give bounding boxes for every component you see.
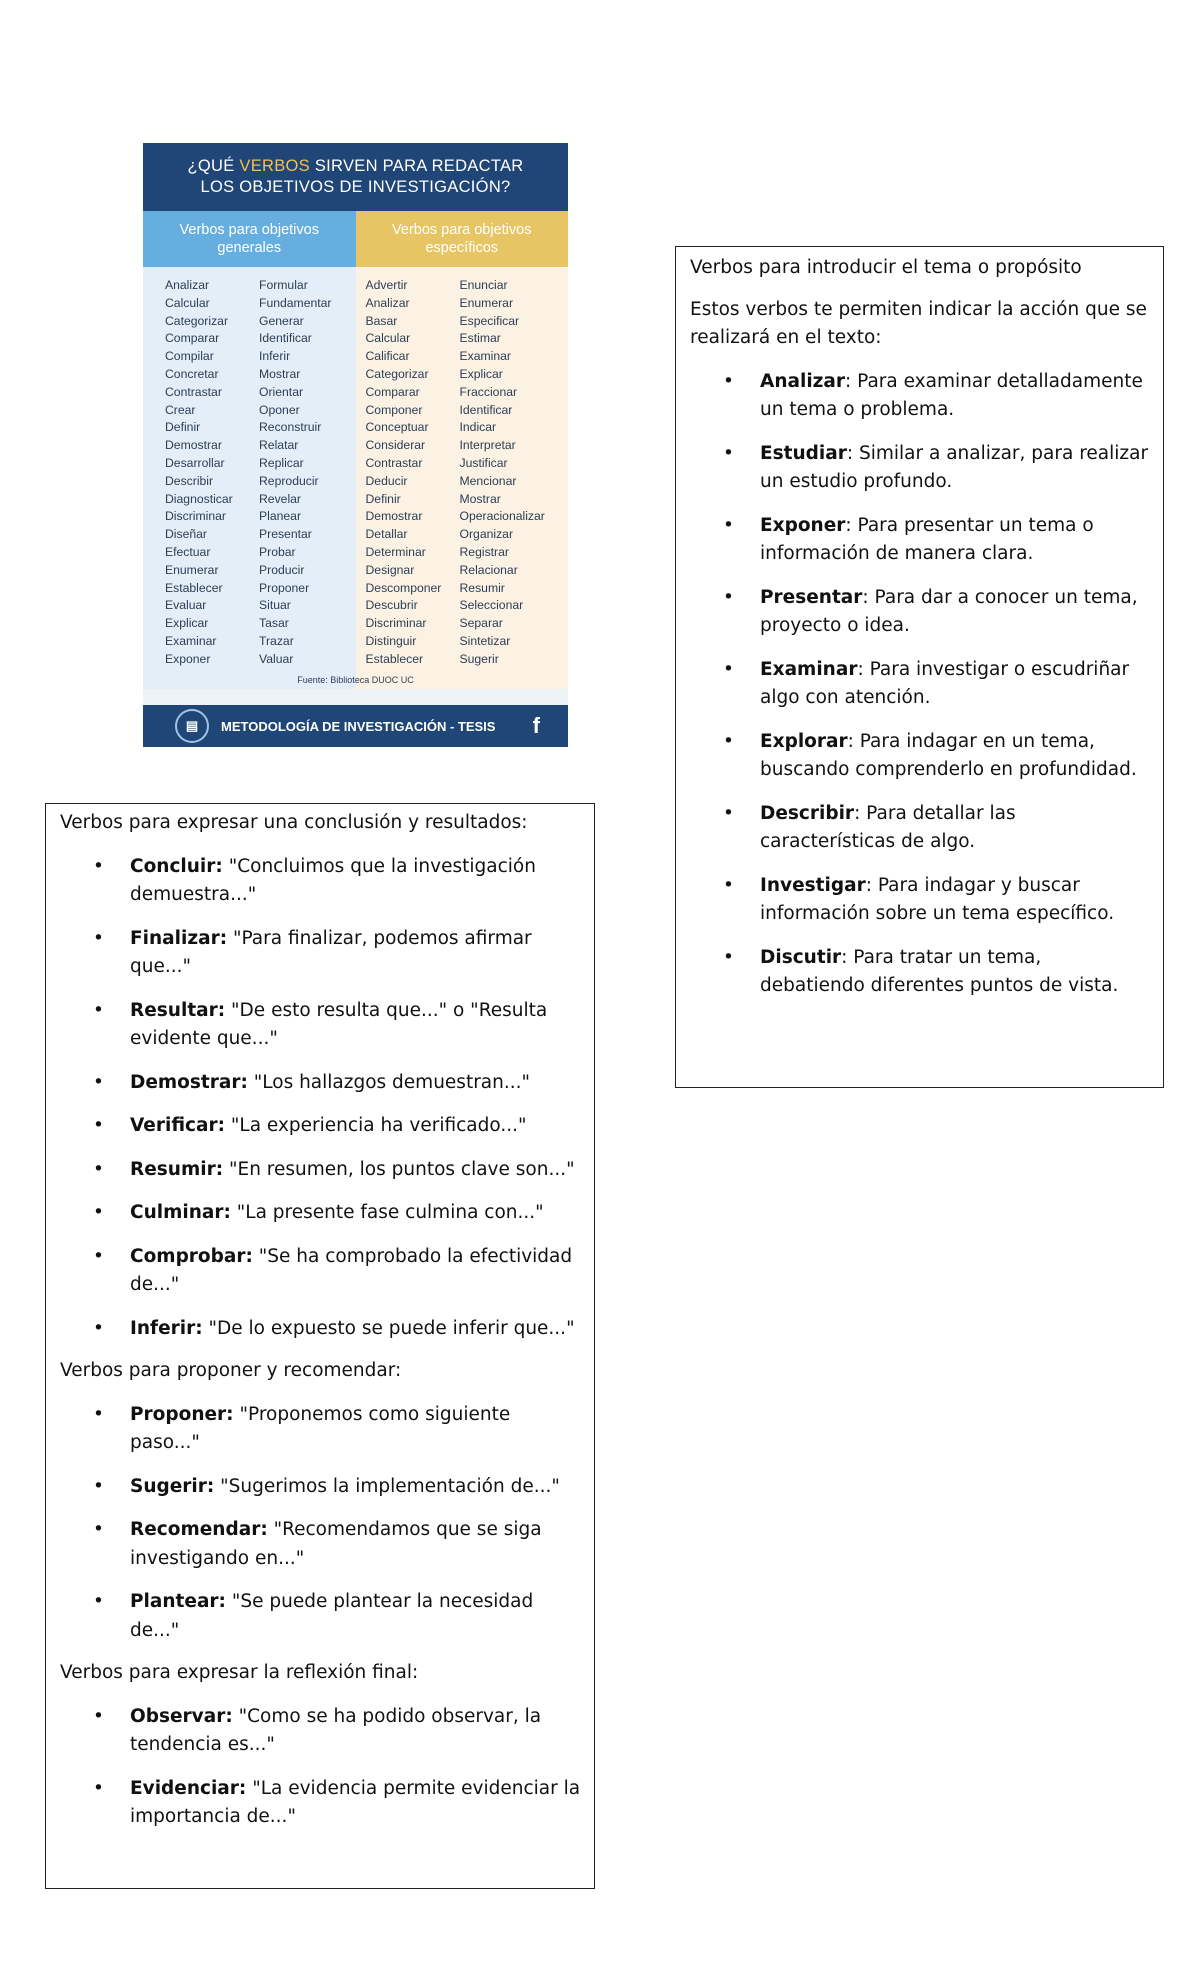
verb-item: Replicar (259, 455, 304, 470)
infographic-footer (143, 705, 568, 747)
verb-term: Discutir (760, 946, 842, 968)
verb-item: Deducir (365, 473, 408, 488)
infographic-title: ¿QUÉ VERBOS SIRVEN PARA REDACTAR LOS OBJETIVOS DE INVESTIGACIÓN? (143, 143, 568, 211)
verb-term: Demostrar: (130, 1071, 248, 1093)
verb-item: Categorizar (365, 366, 429, 381)
verb-description: "La evidencia permite evidenciar la importancia de..." (130, 1777, 581, 1827)
verb-term: Analizar (760, 370, 846, 392)
verb-item: Advertir (365, 278, 408, 292)
intro-paragraph: Estos verbos te permiten indicar la acción que se realizará en el texto: (690, 298, 1147, 348)
section-list (60, 1703, 584, 1832)
verb-item: Establecer (165, 580, 223, 595)
list-item (60, 1315, 584, 1344)
verb-item: Identificar (259, 331, 312, 346)
verb-item: Enumerar (459, 295, 514, 310)
general-column-header: Verbos para objetivos generales (143, 211, 356, 267)
verb-item: Generar (259, 313, 304, 328)
verb-item: Reproducir (259, 473, 319, 488)
verbs-infographic (143, 143, 568, 747)
list-item (60, 1156, 584, 1185)
list-item (690, 656, 1150, 713)
verb-term: Investigar (760, 874, 866, 896)
verb-item: Designar (365, 562, 415, 577)
verb-item: Contrastar (365, 455, 423, 470)
verb-item: Determinar (365, 544, 426, 559)
list-item (690, 944, 1150, 1001)
verb-item: Especificar (459, 313, 520, 328)
section-heading: Verbos para expresar una conclusión y resultados: (60, 812, 528, 833)
verb-description: : Similar a analizar, para realizar un estudio profundo. (760, 442, 1149, 492)
specific-verbs-list-2 (460, 277, 545, 669)
list-item (690, 440, 1150, 497)
verb-term: Comprobar: (130, 1245, 253, 1267)
verb-item: Registrar (459, 544, 509, 559)
verb-term: Inferir: (130, 1317, 203, 1339)
verb-term: Estudiar (760, 442, 847, 464)
verb-item: Sugerir (459, 651, 499, 666)
verb-item: Planear (259, 509, 302, 524)
specific-verbs-list-1 (366, 277, 460, 669)
verb-item: Trazar (259, 633, 294, 648)
verb-item: Explicar (165, 616, 209, 631)
verb-description: : Para detallar las características de algo. (760, 802, 1016, 852)
verb-item: Comparar (165, 331, 220, 346)
verb-description: "La presente fase culmina con..." (230, 1202, 544, 1223)
verb-term: Resultar: (130, 999, 226, 1021)
verb-item: Revelar (259, 491, 301, 506)
verb-term: Sugerir: (130, 1475, 215, 1497)
verb-description: "Los hallazgos demuestran..." (247, 1071, 531, 1093)
verb-item: Producir (259, 562, 305, 577)
verb-item: Explicar (459, 366, 503, 381)
list-item (60, 853, 584, 910)
verb-item: Mostrar (459, 491, 501, 506)
book-logo-icon: ▤ (175, 709, 209, 743)
verb-term: Presentar (760, 586, 863, 608)
verb-item: Efectuar (165, 544, 211, 559)
section-heading: Verbos para expresar la reflexión final: (60, 1662, 419, 1683)
list-item (60, 1588, 584, 1645)
list-item (60, 1775, 584, 1832)
specific-objectives-column (356, 211, 569, 689)
list-item (60, 1243, 584, 1300)
verb-item: Demostrar (365, 509, 423, 524)
verb-description: "Recomendamos que se siga investigando en..." (130, 1519, 542, 1569)
specific-column-header: Verbos para objetivos específicos (356, 211, 569, 267)
verb-item: Calificar (365, 349, 410, 364)
list-item (690, 800, 1150, 857)
verb-item: Basar (365, 313, 398, 328)
verb-description: : Para presentar un tema o información de manera clara. (760, 514, 1094, 564)
verb-item: Describir (165, 473, 214, 488)
verb-item: Presentar (259, 527, 312, 542)
conclusion-verbs-box (45, 803, 595, 1889)
verb-item: Estimar (459, 331, 501, 346)
verb-item: Resumir (459, 580, 505, 595)
verb-item: Discriminar (165, 509, 226, 524)
verb-item: Sintetizar (459, 633, 511, 648)
general-verbs-list-1 (165, 277, 259, 669)
verb-item: Probar (259, 544, 296, 559)
verb-item: Mencionar (459, 473, 517, 488)
verb-item: Analizar (365, 295, 410, 310)
verb-description: "Proponemos como siguiente paso..." (130, 1403, 511, 1453)
verb-item: Situar (259, 598, 291, 613)
list-item (60, 1516, 584, 1573)
verb-item: Oponer (259, 402, 300, 417)
verb-term: Describir (760, 802, 855, 824)
verb-description: : Para examinar detalladamente un tema o problema. (760, 370, 1143, 420)
list-item (60, 997, 584, 1054)
verb-item: Establecer (365, 651, 424, 666)
list-item (690, 368, 1150, 425)
verb-item: Discriminar (365, 616, 427, 631)
verb-item: Exponer (165, 651, 211, 666)
verb-item: Demostrar (165, 438, 222, 453)
verb-term: Observar: (130, 1705, 233, 1727)
verb-item: Fundamentar (259, 295, 332, 310)
verb-item: Analizar (165, 278, 210, 292)
verb-item: Enunciar (459, 278, 508, 292)
list-item (60, 1703, 584, 1760)
intro-heading: Verbos para introducir el tema o propósito (690, 257, 1082, 278)
verb-item: Calcular (165, 295, 210, 310)
verb-term: Explorar (760, 730, 848, 752)
verb-item: Descomponer (365, 580, 442, 595)
verb-item: Diseñar (165, 527, 207, 542)
verb-item: Mostrar (259, 366, 301, 381)
verb-item: Justificar (459, 455, 508, 470)
general-objectives-column (143, 211, 356, 689)
verb-item: Definir (165, 420, 201, 435)
verb-item: Interpretar (459, 438, 516, 453)
verb-item: Definir (365, 491, 401, 506)
section-list (60, 1401, 584, 1646)
verb-item: Fraccionar (459, 384, 518, 399)
verb-item: Operacionalizar (459, 509, 545, 524)
section-heading: Verbos para proponer y recomendar: (60, 1360, 402, 1381)
verb-item: Descubrir (365, 598, 418, 613)
verb-item: Distinguir (365, 633, 417, 648)
verb-item: Componer (365, 402, 423, 417)
verb-item: Inferir (259, 349, 291, 364)
verb-item: Reconstruir (259, 420, 322, 435)
list-item (60, 1112, 584, 1141)
verb-description: "Se ha comprobado la efectividad de..." (130, 1245, 573, 1295)
verb-term: Culminar: (130, 1202, 231, 1223)
list-item (60, 1199, 584, 1228)
facebook-icon: f (532, 713, 540, 738)
verb-item: Diagnosticar (165, 491, 233, 506)
verb-term: Recomendar: (130, 1519, 268, 1540)
verb-description: "Sugerimos la implementación de..." (214, 1475, 560, 1497)
title-highlight: VERBOS (239, 157, 310, 175)
general-verbs-list-2 (259, 277, 332, 669)
intro-verbs-box (675, 246, 1164, 1088)
verb-description: "En resumen, los puntos clave son..." (223, 1158, 575, 1180)
footer-label: METODOLOGÍA DE INVESTIGACIÓN - TESIS (221, 718, 496, 734)
verb-term: Plantear: (130, 1591, 226, 1612)
verb-description: "De esto resulta que..." o "Resulta evidente que..." (130, 999, 548, 1049)
list-item (60, 925, 584, 982)
verb-item: Crear (165, 402, 196, 417)
verb-item: Organizar (459, 527, 514, 542)
list-item (60, 1401, 584, 1458)
list-item (690, 728, 1150, 785)
verb-term: Resumir: (130, 1158, 224, 1180)
verb-term: Examinar (760, 658, 858, 680)
verb-description: "Como se ha podido observar, la tendencia es..." (130, 1705, 542, 1755)
list-item (60, 1473, 584, 1502)
verb-item: Separar (459, 616, 503, 631)
verb-description: : Para investigar o escudriñar algo con atención. (760, 658, 1130, 708)
verb-term: Proponer: (130, 1403, 234, 1425)
list-item (60, 1069, 584, 1098)
verb-description: : Para indagar y buscar información sobre un tema específico. (760, 874, 1115, 924)
verb-item: Detallar (365, 527, 408, 542)
verb-term: Evidenciar: (130, 1777, 247, 1799)
verb-item: Compilar (165, 349, 214, 364)
verb-item: Contrastar (165, 384, 222, 399)
verb-item: Comparar (365, 384, 420, 399)
verb-item: Evaluar (165, 598, 207, 613)
verb-item: Examinar (459, 349, 511, 364)
verb-term: Concluir: (130, 855, 223, 877)
verb-item: Proponer (259, 580, 310, 595)
verb-description: "Concluimos que la investigación demuestra..." (130, 855, 536, 905)
verb-item: Relatar (259, 438, 299, 453)
verb-item: Relacionar (459, 562, 518, 577)
verb-term: Finalizar: (130, 927, 228, 949)
verb-item: Enumerar (165, 562, 219, 577)
verb-description: : Para tratar un tema, debatiendo diferentes puntos de vista. (760, 946, 1119, 996)
verb-item: Indicar (459, 420, 497, 435)
verb-item: Identificar (459, 402, 513, 417)
verb-item: Formular (259, 278, 308, 292)
verb-term: Exponer (760, 514, 846, 536)
verb-description: : Para dar a conocer un tema, proyecto o idea. (760, 586, 1138, 636)
verb-item: Concretar (165, 366, 219, 381)
verb-item: Categorizar (165, 313, 228, 328)
verb-item: Tasar (259, 616, 289, 631)
verb-description: "Para finalizar, podemos afirmar que..." (130, 927, 532, 977)
verb-item: Calcular (365, 331, 411, 346)
list-item (690, 512, 1150, 569)
verb-term: Verificar: (130, 1115, 226, 1136)
section-list (60, 853, 584, 1344)
verb-item: Considerar (365, 438, 426, 453)
verb-item: Orientar (259, 384, 304, 399)
verb-item: Valuar (259, 651, 294, 666)
verb-item: Seleccionar (459, 598, 524, 613)
verb-description: "Se puede plantear la necesidad de..." (130, 1591, 534, 1641)
verb-description: "De lo expuesto se puede inferir que..." (202, 1317, 575, 1339)
verb-item: Examinar (165, 633, 217, 648)
list-item (690, 872, 1150, 929)
list-item (690, 584, 1150, 641)
verb-item: Desarrollar (165, 455, 225, 470)
intro-verbs-list (690, 368, 1150, 1001)
verb-item: Conceptuar (365, 420, 429, 435)
infographic-source: Fuente: Biblioteca DUOC UC (297, 675, 414, 685)
verb-description: "La experiencia ha verificado..." (225, 1115, 527, 1136)
verb-description: : Para indagar en un tema, buscando comprenderlo en profundidad. (760, 730, 1137, 780)
